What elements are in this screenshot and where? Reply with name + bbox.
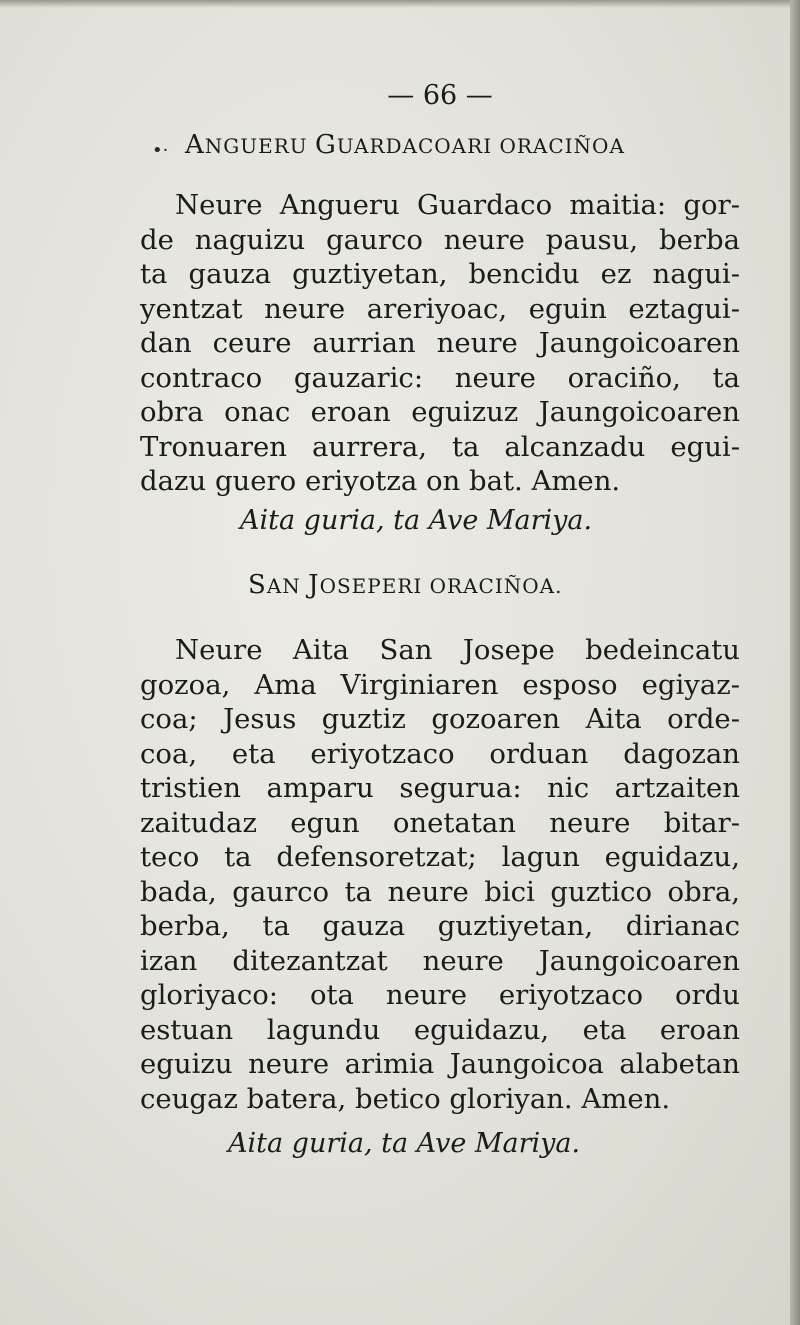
text-line: dazu guero eriyotza on bat. Amen.: [140, 465, 621, 497]
page-right-edge: [790, 0, 800, 1325]
text-line: dan ceure aurrian neure Jaungoicoaren: [140, 327, 740, 359]
prayer-text-saint-joseph: [140, 633, 740, 1116]
closing-line-1: Aita guria, ta Ave Mariya.: [240, 505, 593, 536]
text-line: tristien amparu segurua: nic artzaiten: [140, 772, 740, 804]
text-line: berba, ta gauza guztiyetan, dirianac: [140, 910, 740, 942]
text-line: contraco gauzaric: neure oraciño, ta: [140, 361, 740, 394]
heading-initial: A: [185, 130, 205, 160]
text-line: Neure Aita San Josepe bedeincatu: [175, 634, 740, 666]
heading-rest: UARDACOARI ORACIÑOA: [336, 134, 625, 158]
heading-rest: AN: [266, 574, 309, 598]
text-line: estuan lagundu eguidazu, eta eroan: [140, 1013, 740, 1046]
text-line: ta gauza guztiyetan, bencidu ez nagui-: [140, 258, 740, 290]
heading-rest: NGUERU: [204, 134, 315, 158]
text-line: coa, eta eriyotzaco orduan dagozan: [140, 737, 740, 770]
page-number: — 66 —: [387, 80, 493, 111]
page-top-edge: [0, 0, 800, 8]
closing-line-2: Aita guria, ta Ave Mariya.: [228, 1128, 581, 1159]
text-line: bada, gaurco ta neure bici guztico obra,: [140, 875, 740, 908]
text-line: de naguizu gaurco neure pausu, berba: [140, 223, 740, 256]
bullet-mark-icon: •·: [152, 140, 169, 161]
text-line: eguizu neure arimia Jaungoicoa alabetan: [140, 1048, 740, 1080]
text-line: Neure Angueru Guardaco maitia: gor-: [175, 189, 740, 221]
prayer-text-guardian-angel: [140, 188, 740, 499]
text-line: coa; Jesus guztiz gozoaren Aita orde-: [140, 703, 740, 735]
text-line: teco ta defensoretzat; lagun eguidazu,: [140, 841, 740, 873]
text-line: Tronuaren aurrera, ta alcanzadu egui-: [140, 430, 740, 463]
heading-rest: OSEPERI ORACIÑOA.: [319, 574, 563, 598]
text-line: gozoa, Ama Virginiaren esposo egiyaz-: [140, 668, 740, 701]
text-line: ceugaz batera, betico gloriyan. Amen.: [140, 1082, 671, 1115]
text-line: zaitudaz egun onetatan neure bitar-: [140, 806, 740, 839]
text-line: obra onac eroan eguizuz Jaungoicoaren: [140, 396, 740, 428]
text-line: yentzat neure areriyoac, eguin eztagui-: [140, 292, 740, 325]
text-line: gloriyaco: ota neure eriyotzaco ordu: [140, 979, 740, 1011]
heading-initial: G: [314, 130, 337, 160]
heading-saint-joseph-prayer: [248, 570, 562, 600]
heading-guardian-angel-prayer: [185, 130, 625, 160]
text-line: izan ditezantzat neure Jaungoicoaren: [140, 944, 740, 977]
heading-initial: J: [308, 570, 320, 600]
heading-initial: S: [248, 570, 267, 600]
